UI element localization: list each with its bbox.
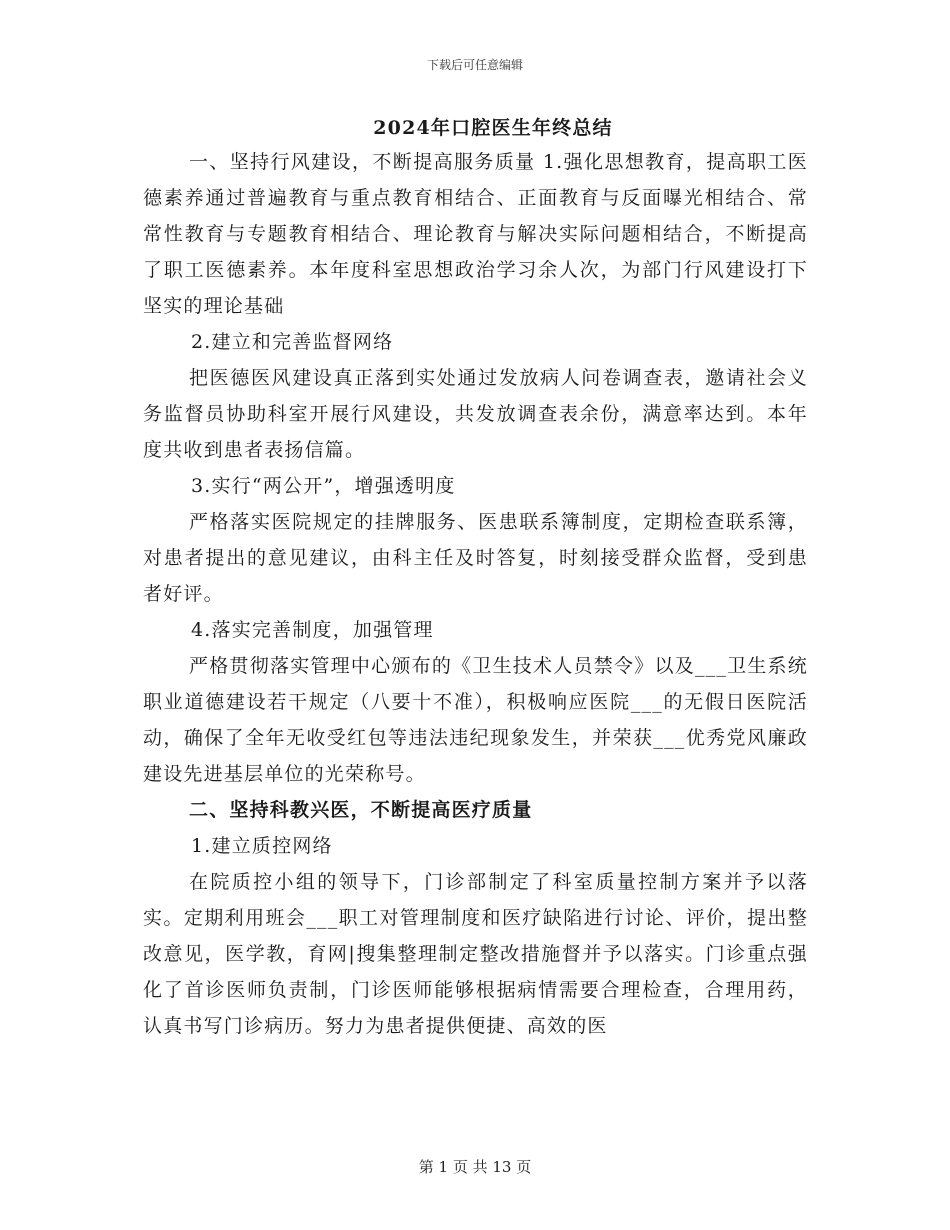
section-heading-2: 二、坚持科教兴医，不断提高医疗质量 (189, 799, 533, 821)
paragraph-supervision: 把医德医风建设真正落到实处通过发放病人问卷调查表，邀请社会义务监督员协助科室开展行风建设，共发放调查表余份，满意率达到。本年度共收到患者表扬信篇。 (143, 367, 808, 461)
subheading-management: 4.落实完善制度，加强管理 (191, 619, 434, 641)
paragraph-regulations: 严格贯彻落实管理中心颁布的《卫生技术人员禁令》以及___卫生系统职业道德建设若干规定（八要十不准），积极响应医院___的无假日医院活动，确保了全年无收受红包等违法违纪现象发生，并荣获___优秀党风廉政建设先进基层单位的光荣称号。 (143, 655, 808, 785)
header-note: 下载后可任意编辑 (426, 58, 523, 72)
subheading-two-disclosures: 3.实行“两公开”，增强透明度 (191, 475, 456, 497)
document-body (143, 112, 808, 1044)
paragraph-transparency: 严格落实医院规定的挂牌服务、医患联系簿制度，定期检查联系簿，对患者提出的意见建议，由科主任及时答复，时刻接受群众监督，受到患者好评。 (143, 511, 808, 605)
paragraph-quality-control: 在院质控小组的领导下，门诊部制定了科室质量控制方案并予以落实。定期利用班会___职工对管理制度和医疗缺陷进行讨论、评价，提出整改意见，医学教，育网|搜集整理制定整改措施督并予以落实。门诊重点强化了首诊医师负责制，门诊医师能够根据病情需要合理检查，合理用药，认真书写门诊病历。努力为患者提供便捷、高效的医 (143, 871, 808, 1037)
document-title: 2024年口腔医生年终总结 (373, 117, 613, 139)
paragraph-section-1-intro: 一、坚持行风建设，不断提高服务质量 1.强化思想教育，提高职工医德素养通过普遍教育与重点教育相结合、正面教育与反面曝光相结合、常常性教育与专题教育相结合、理论教育与解决实际问题相结合，不断提高了职工医德素养。本年度科室思想政治学习余人次，为部门行风建设打下坚实的理论基础 (143, 151, 808, 317)
subheading-quality-control: 1.建立质控网络 (191, 835, 333, 857)
page-number: 第 1 页 共 13 页 (418, 1158, 532, 1176)
subheading-supervision-network: 2.建立和完善监督网络 (191, 331, 394, 353)
